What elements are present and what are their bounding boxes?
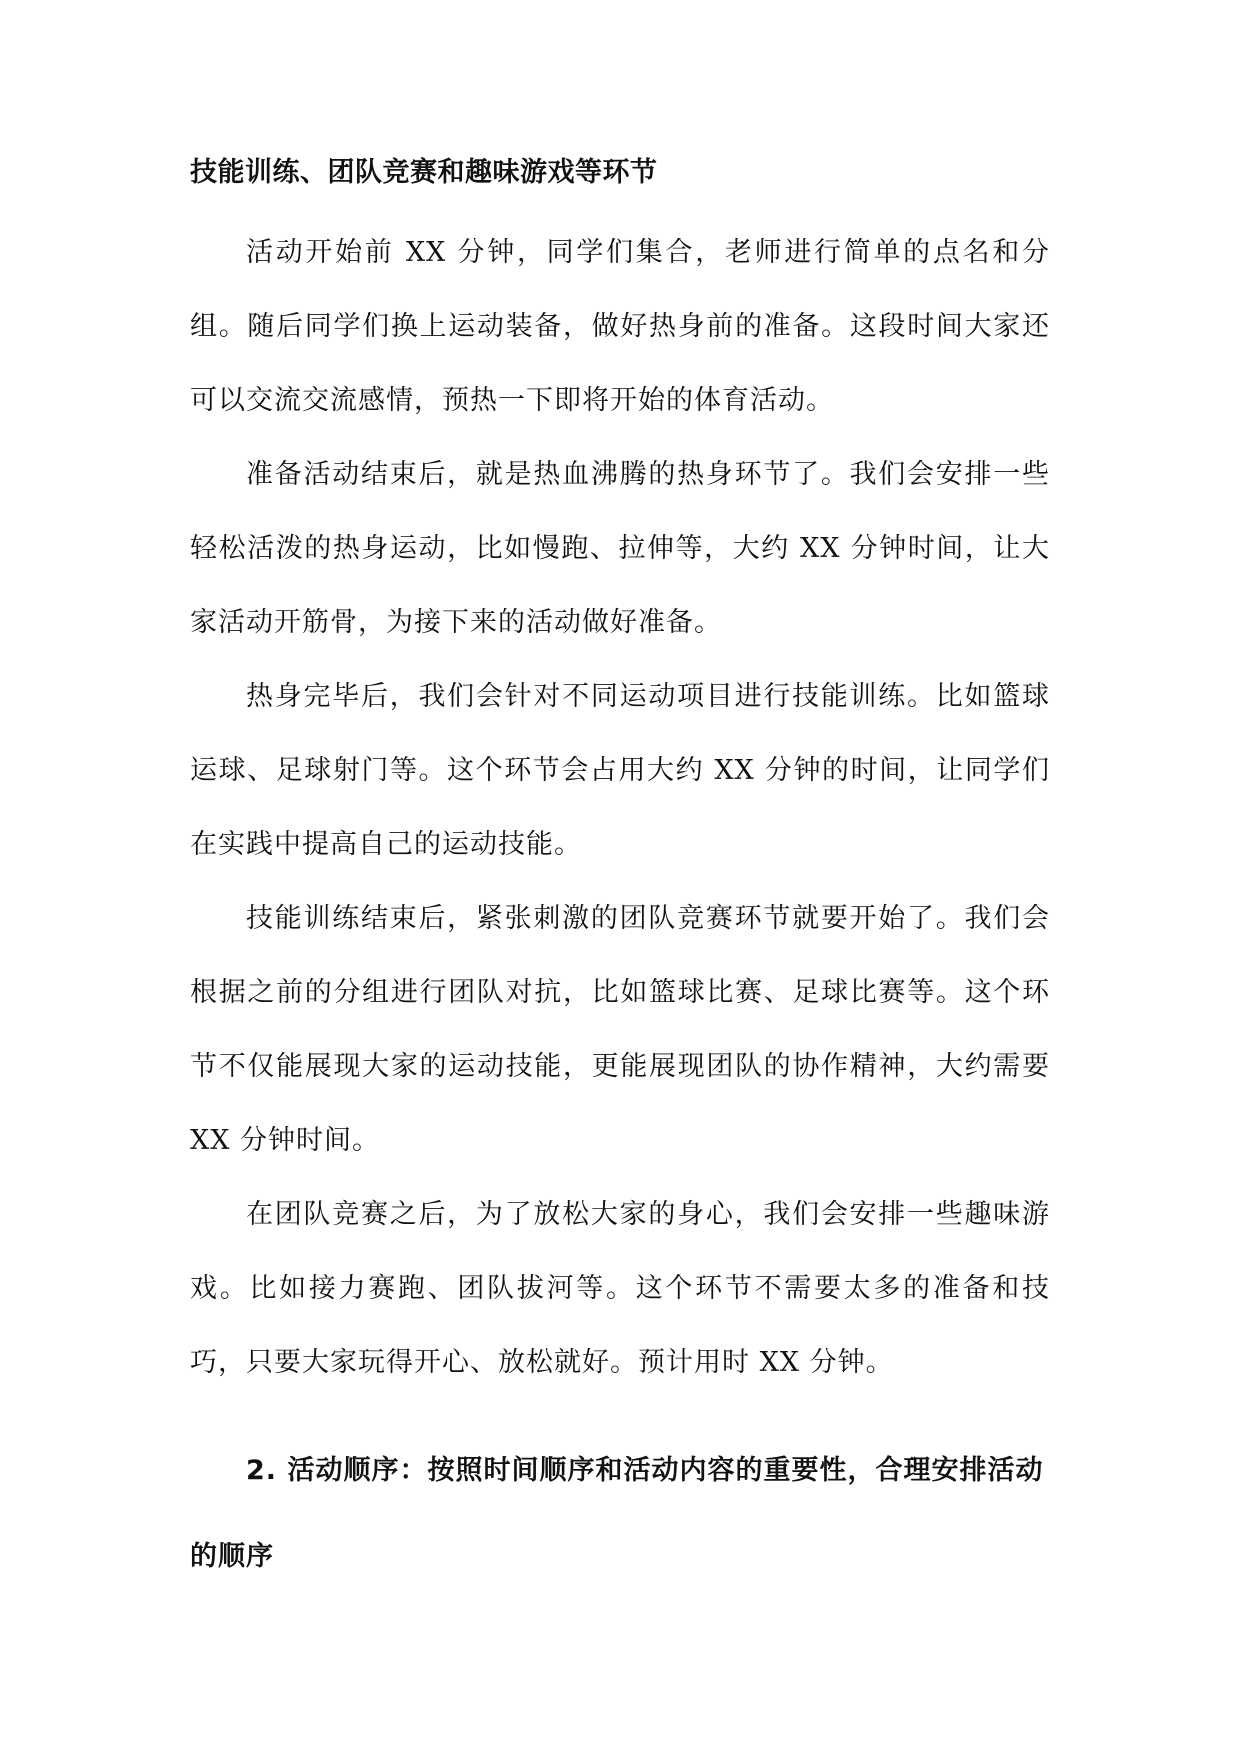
section-heading-activity-order: 2. 活动顺序：按照时间顺序和活动内容的重要性，合理安排活动的顺序: [190, 1455, 1044, 1572]
paragraph-gathering: 活动开始前 XX 分钟，同学们集合，老师进行简单的点名和分组。随后同学们换上运动装备，做好热身前的准备。这段时间大家还可以交流交流感情，预热一下即将开始的体育活动。: [190, 237, 1050, 416]
sub-heading: 技能训练、团队竞赛和趣味游戏等环节: [190, 157, 658, 188]
paragraph-warmup: 准备活动结束后，就是热血沸腾的热身环节了。我们会安排一些轻松活泼的热身运动，比如慢跑、拉伸等，大约 XX 分钟时间，让大家活动开筋骨，为接下来的活动做好准备。: [190, 459, 1050, 638]
paragraph-team-competition: 技能训练结束后，紧张刺激的团队竞赛环节就要开始了。我们会根据之前的分组进行团队对抗，比如篮球比赛、足球比赛等。这个环节不仅能展现大家的运动技能，更能展现团队的协作精神，大约需要 XX 分钟时间。: [190, 903, 1050, 1156]
paragraph-skill-training: 热身完毕后，我们会针对不同运动项目进行技能训练。比如篮球运球、足球射门等。这个环节会占用大约 XX 分钟的时间，让同学们在实践中提高自己的运动技能。: [190, 681, 1050, 860]
document-body: [190, 142, 1050, 1600]
paragraph-fun-games: 在团队竞赛之后，为了放松大家的身心，我们会安排一些趣味游戏。比如接力赛跑、团队拔河等。这个环节不需要太多的准备和技巧，只要大家玩得开心、放松就好。预计用时 XX 分钟。: [190, 1199, 1050, 1378]
